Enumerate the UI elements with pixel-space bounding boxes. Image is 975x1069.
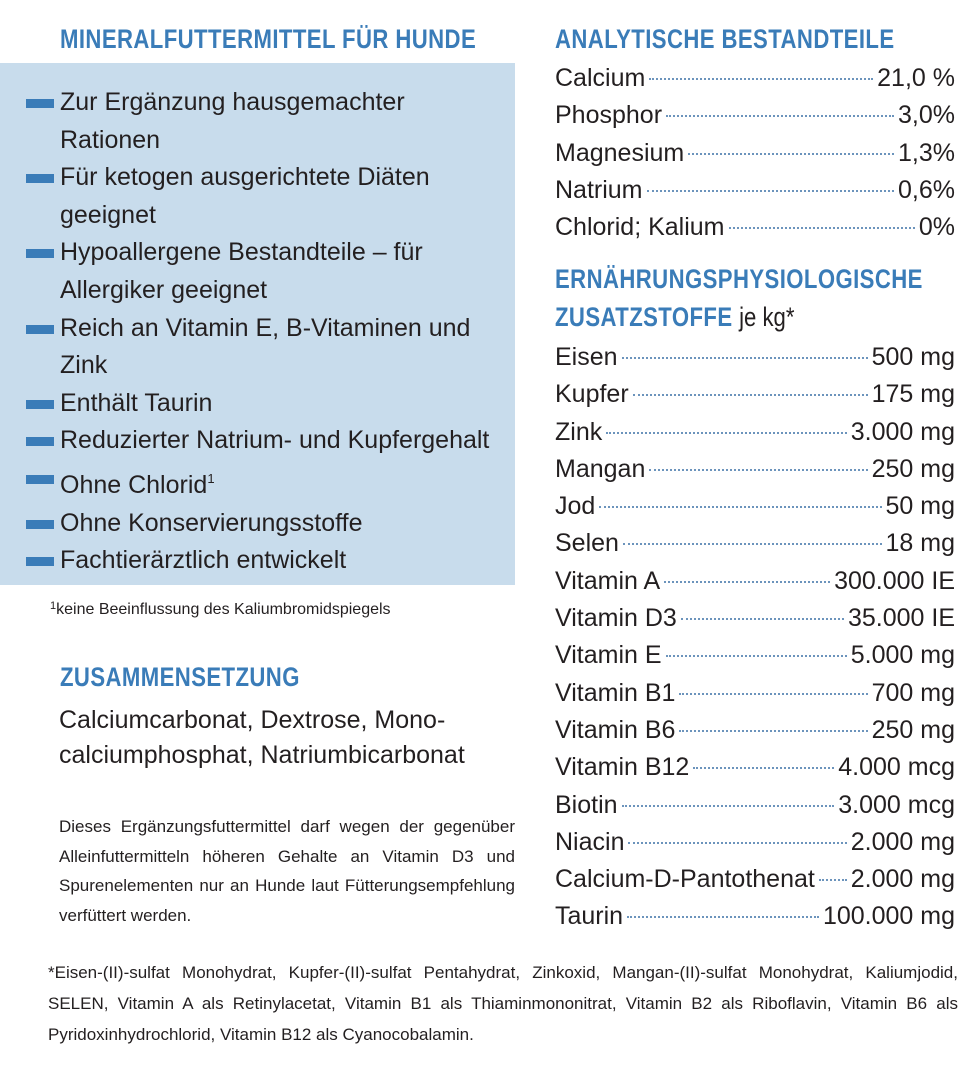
row-value: 1,3%: [898, 138, 955, 167]
dot-leader: [679, 693, 867, 695]
row-label: Vitamin B12: [555, 753, 690, 782]
feature-list: [26, 84, 496, 580]
bullet-marker-icon: [26, 475, 54, 484]
row-label: Eisen: [555, 343, 618, 371]
row-label: Phosphor: [555, 101, 663, 130]
analytic-table: [555, 60, 955, 246]
list-item: [26, 385, 496, 423]
table-row: [555, 525, 955, 562]
table-row: [555, 898, 955, 935]
row-label: Jod: [555, 492, 596, 521]
table-row: [555, 97, 955, 134]
list-item: [26, 505, 496, 543]
dot-leader: [729, 227, 915, 229]
list-item: [26, 310, 496, 385]
row-label: Biotin: [555, 790, 618, 819]
table-row: [555, 749, 955, 786]
dot-leader: [681, 618, 844, 620]
row-label: Chlorid; Kalium: [555, 213, 725, 242]
row-value: 0%: [918, 213, 955, 242]
row-label: Natrium: [555, 175, 643, 204]
product-title: MINERALFUTTERMITTEL FÜR HUNDE: [60, 24, 477, 54]
table-row: [555, 451, 955, 488]
additives-unit: je kg*: [739, 302, 795, 332]
row-label: Mangan: [555, 454, 646, 483]
dot-leader: [622, 805, 835, 807]
dot-leader: [647, 190, 895, 192]
bullet-marker-icon: [26, 325, 54, 334]
row-value: 21,0 %: [877, 64, 955, 92]
row-value: 35.000 IE: [847, 604, 955, 633]
row-label: Magnesium: [555, 138, 685, 167]
row-label: Vitamin D3: [555, 604, 677, 633]
row-label: Calcium-D-Pantothenat: [555, 865, 815, 894]
row-label: Taurin: [555, 902, 624, 931]
dot-leader: [693, 767, 834, 769]
bullet-marker-icon: [26, 249, 54, 258]
table-row: [555, 787, 955, 824]
additives-table: [555, 339, 955, 936]
additives-footnote: *Eisen-(II)-sulfat Monohydrat, Kupfer-(II)-sulfat Pentahydrat, Zinkoxid, Mangan-(II)-sulfat Monohydrat, Kaliumjodid, SELEN, Vitamin A als Retinylacetat, Vitamin B1 als Thiaminmononitrat, Vitamin B2 als Riboflavin, Vitamin B6 als Pyridoxinhydrochlorid, Vitamin B12 als Cyanocobalamin.: [48, 963, 958, 1044]
list-item-text: Ohne Konservierungsstoffe: [60, 508, 363, 537]
list-item-text: Enthält Taurin: [60, 388, 213, 417]
bullet-marker-icon: [26, 174, 54, 183]
table-row: [555, 209, 955, 246]
dot-leader: [599, 506, 881, 508]
row-value: 300.000 IE: [834, 566, 955, 595]
list-item: [26, 542, 496, 580]
table-row: [555, 135, 955, 172]
row-label: Niacin: [555, 827, 625, 856]
table-row: [555, 339, 955, 376]
row-value: 2.000 mg: [850, 865, 955, 894]
list-item-text: Für ketogen ausgerichtete Diäten geeignet: [60, 163, 430, 229]
table-row: [555, 488, 955, 525]
row-value: 3.000 mcg: [838, 790, 955, 819]
row-value: 250 mg: [871, 454, 955, 483]
dot-leader: [622, 357, 868, 359]
list-item-text: Reich an Vitamin E, B-Vitaminen und Zink: [60, 313, 471, 380]
row-value: 500 mg: [871, 343, 955, 371]
dot-leader: [649, 469, 867, 471]
list-item-text: Ohne Chlorid: [60, 470, 208, 499]
row-label: Kupfer: [555, 380, 629, 409]
composition-text: [59, 703, 519, 773]
table-row: [555, 563, 955, 600]
row-value: 50 mg: [885, 492, 955, 521]
bullet-marker-icon: [26, 520, 54, 529]
list-item-text: Reduzierter Natrium- und Kupfergehalt: [60, 426, 490, 455]
list-item-text: Zur Ergänzung hausgemachter Rationen: [60, 88, 405, 154]
table-row: [555, 861, 955, 898]
dot-leader: [666, 115, 894, 117]
row-label: Vitamin B6: [555, 715, 676, 744]
row-value: 0,6%: [898, 175, 955, 204]
composition-line: calciumphosphat, Natriumbicarbonat: [59, 741, 465, 769]
row-label: Vitamin E: [555, 641, 662, 670]
row-label: Vitamin A: [555, 566, 661, 595]
dot-leader: [666, 655, 847, 657]
row-value: 3,0%: [898, 101, 955, 130]
row-value: 18 mg: [885, 529, 955, 558]
row-value: 250 mg: [871, 715, 955, 744]
list-item-text: Fachtierärztlich entwickelt: [60, 546, 347, 575]
row-label: Vitamin B1: [555, 678, 676, 707]
additives-title-line1: ERNÄHRUNGSPHYSIOLOGISCHE: [555, 264, 923, 294]
bullet-marker-icon: [26, 557, 54, 566]
row-label: Calcium: [555, 64, 646, 92]
bullet-marker-icon: [26, 99, 54, 108]
bullet-marker-icon: [26, 400, 54, 409]
dot-leader: [606, 432, 847, 434]
row-value: 3.000 mg: [850, 417, 955, 446]
row-label: Zink: [555, 417, 603, 446]
list-item-text: Hypoallergene Bestandteile – für Allergiker geeignet: [60, 238, 423, 304]
row-value: 100.000 mg: [822, 902, 955, 931]
dot-leader: [819, 879, 847, 881]
table-row: [555, 824, 955, 861]
table-row: [555, 376, 955, 413]
table-row: [555, 712, 955, 749]
row-value: 2.000 mg: [850, 827, 955, 856]
dot-leader: [628, 842, 846, 844]
composition-line: Calciumcarbonat, Dextrose, Mono-: [59, 706, 446, 734]
footnote-reference: 1: [207, 470, 215, 486]
list-item: [26, 422, 496, 460]
analytic-title: ANALYTISCHE BESTANDTEILE: [555, 24, 895, 54]
additives-title-text: ZUSATZSTOFFE: [555, 302, 733, 332]
footnote-marker: 1: [50, 600, 57, 612]
table-row: [555, 675, 955, 712]
dot-leader: [623, 543, 882, 545]
row-value: 4.000 mcg: [838, 753, 955, 782]
table-row: [555, 637, 955, 674]
list-item: [26, 460, 496, 505]
list-item: [26, 234, 496, 309]
table-row: [555, 414, 955, 451]
dot-leader: [627, 916, 819, 918]
dot-leader: [679, 730, 867, 732]
table-row: [555, 600, 955, 637]
row-value: 175 mg: [871, 380, 955, 409]
row-label: Selen: [555, 529, 619, 558]
bullet-marker-icon: [26, 437, 54, 446]
footnote-text: keine Beeinflussung des Kaliumbromidspiegels: [56, 601, 391, 618]
row-value: 700 mg: [871, 678, 955, 707]
dot-leader: [633, 394, 868, 396]
composition-title: ZUSAMMENSETZUNG: [60, 662, 300, 692]
footnote: [50, 600, 391, 619]
table-row: [555, 60, 955, 97]
list-item: [26, 159, 496, 234]
additives-title-line2: [555, 302, 794, 333]
row-value: 5.000 mg: [850, 641, 955, 670]
list-item: [26, 84, 496, 159]
disclaimer-text: Dieses Ergänzungsfuttermittel darf wegen der gegenüber Alleinfuttermitteln höheren Gehalte an Vitamin D3 und Spurenelementen nur an Hunde laut Fütterungsempfehlung verfüttert werden.: [59, 817, 515, 925]
dot-leader: [664, 581, 830, 583]
dot-leader: [688, 153, 894, 155]
dot-leader: [649, 78, 873, 80]
table-row: [555, 172, 955, 209]
